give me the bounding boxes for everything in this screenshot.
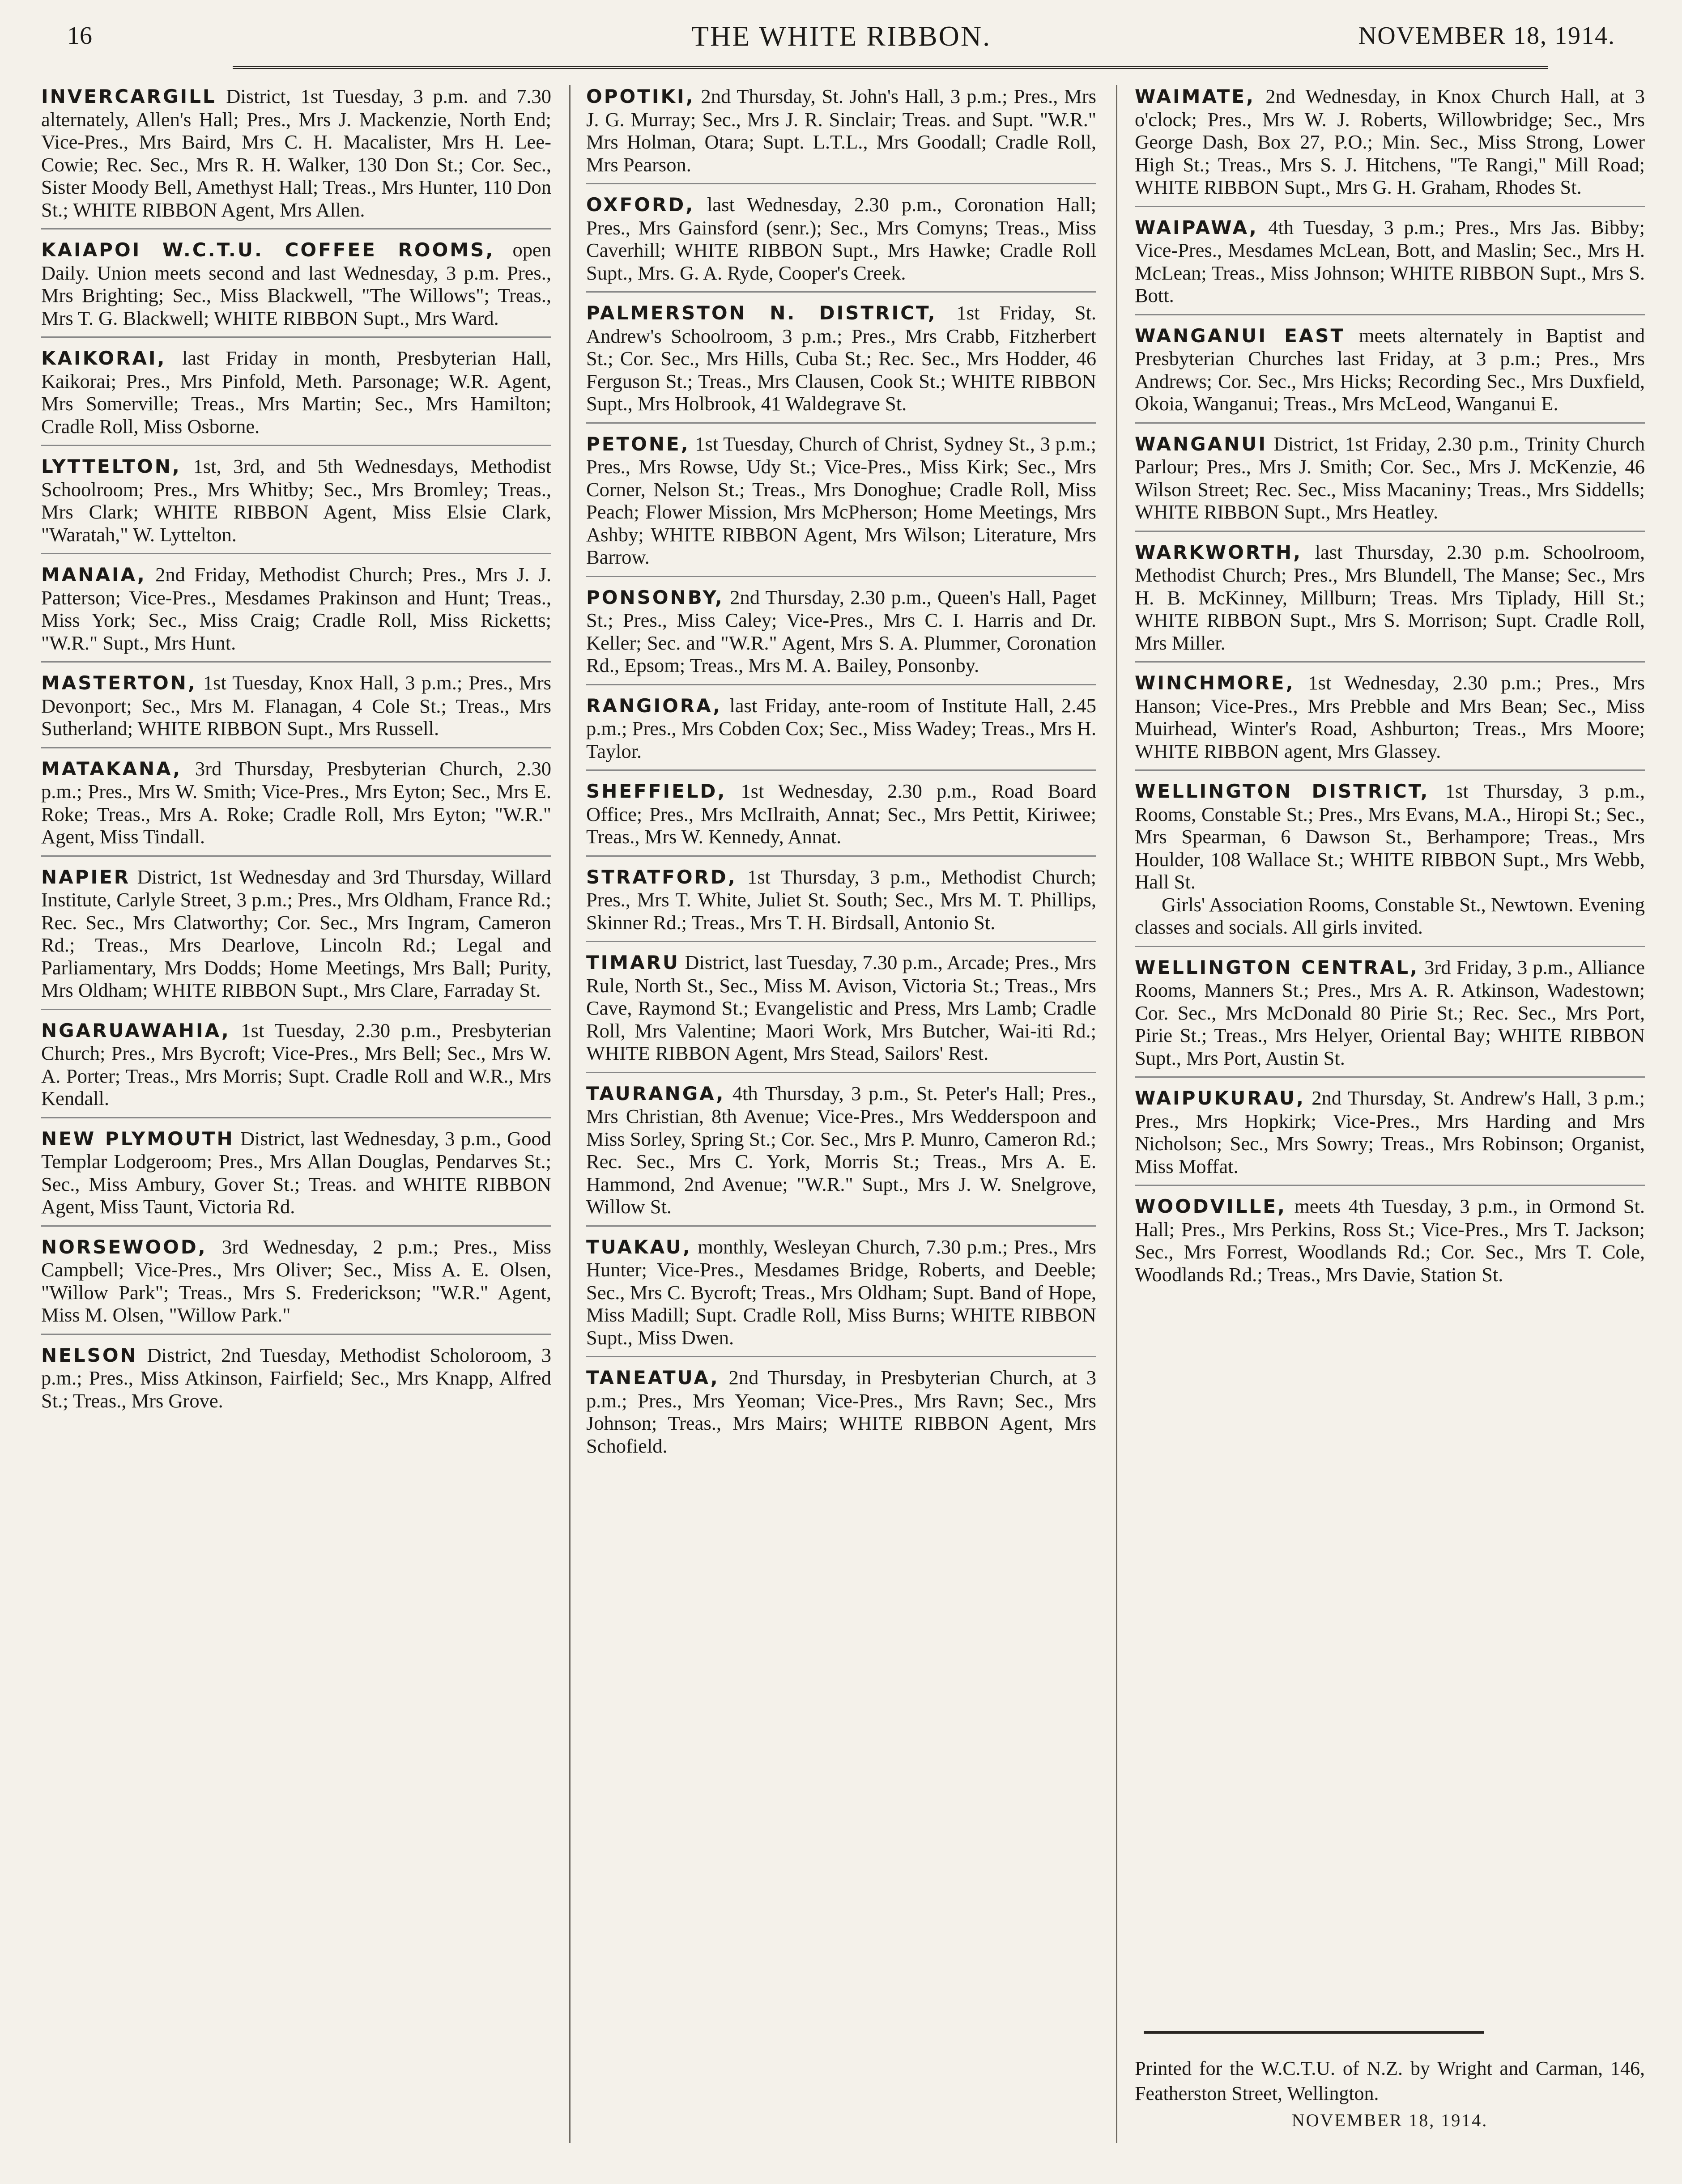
union-entry <box>41 1127 551 1227</box>
union-entry <box>41 238 551 338</box>
union-details: 1st Wednesday, 2.30 p.m., Road Board Office; Pres., Mrs McIlraith, Annat; Sec., Mrs Pettit, Kiriwee; Treas., Mrs W. Kennedy, Annat. <box>586 780 1096 848</box>
union-entry <box>41 347 551 446</box>
union-details: open Daily. Union meets second and last Wednesday, 3 p.m. Pres., Mrs Brighting; Sec., Miss Blackwell, "The Willows"; Treas., Mrs T. G. Blackwell; WHITE RIBBON Supt., Mrs Ward. <box>41 238 551 329</box>
union-entry <box>1135 324 1645 424</box>
union-entry <box>586 433 1096 577</box>
union-details: 2nd Thursday, in Presbyterian Church, at 3 p.m.; Pres., Mrs Yeoman; Vice-Pres., Mrs Ravn; Sec., Mrs Johnson; Treas., Mrs Mairs; WHITE RIBBON Agent, Mrs Schofield. <box>586 1366 1096 1457</box>
union-details: 2nd Thursday, 2.30 p.m., Queen's Hall, Paget St.; Pres., Miss Caley; Vice-Pres., Mrs C. I. Harris and Dr. Keller; Sec. and "W.R." Agent, Mrs S. A. Plummer, Coronation Rd., Epsom; Treas., Mrs M. A. Bailey, Ponsonby. <box>586 586 1096 676</box>
union-details: District, 1st Wednesday and 3rd Thursday, Willard Institute, Carlyle Street, 3 p.m.; Pres., Mrs Oldham, France Rd.; Rec. Sec., Mrs Clatworthy; Cor. Sec., Mrs Ingram, Cameron Rd.; Treas., Mrs Dearlove, Lincoln Rd.; Legal and Parliamentary, Mrs Dodds; Home Meetings, Mrs Ball; Purity, Mrs Oldham; WHITE RIBBON Supt., Mrs Clare, Farraday St. <box>41 865 551 1001</box>
union-name: PETONE, <box>586 433 690 455</box>
union-entry <box>41 866 551 1010</box>
union-details: 2nd Wednesday, in Knox Church Hall, at 3 o'clock; Pres., Mrs W. J. Roberts, Willowbridge; Sec., Mrs George Dash, Box 27, P.O.; Min. Sec., Miss Strong, Lower High St.; Treas., Mrs S. J. Hitchens, "Te Rangi," Mill Road; WHITE RIBBON Supt., Mrs G. H. Graham, Rhodes St. <box>1135 85 1645 198</box>
union-name: PONSONBY, <box>586 586 724 608</box>
union-entry <box>1135 1087 1645 1186</box>
union-name: NORSEWOOD, <box>41 1236 207 1258</box>
union-name: INVERCARGILL <box>41 85 217 107</box>
union-details: 1st Tuesday, Church of Christ, Sydney St., 3 p.m.; Pres., Mrs Rowse, Udy St.; Vice-Pres., Miss Kirk; Sec., Mrs Corner, Nelson St.; Treas., Mrs Donoghue; Cradle Roll, Miss Peach; Flower Mission, Mrs McPherson; Home Meetings, Mrs Ashby; WHITE RIBBON Agent, Mrs Wilson; Literature, Mrs Barrow. <box>586 432 1096 568</box>
union-details: monthly, Wesleyan Church, 7.30 p.m.; Pres., Mrs Hunter; Vice-Pres., Mesdames Bridge, Roberts, and Deeble; Sec., Mrs C. Bycroft; Treas., Mrs Oldham; Supt. Band of Hope, Miss Madill; Supt. Cradle Roll, Miss Burns; WHITE RIBBON Supt., Miss Dwen. <box>586 1235 1096 1349</box>
union-entry <box>586 951 1096 1073</box>
union-entry <box>41 757 551 857</box>
union-name: RANGIORA, <box>586 694 722 717</box>
union-entry <box>1135 85 1645 207</box>
union-entry <box>41 85 551 229</box>
union-entry <box>1135 956 1645 1078</box>
union-details: meets alternately in Baptist and Presbyterian Churches last Friday, at 3 p.m.; Pres., Mrs Andrews; Cor. Sec., Mrs Hicks; Recording Sec., Mrs Duxfield, Okoia, Wanganui; Treas., Mrs McLeod, Wanganui E. <box>1135 324 1645 415</box>
union-name: TIMARU <box>586 952 680 973</box>
union-name: LYTTELTON, <box>41 455 181 477</box>
union-name: MATAKANA, <box>41 757 182 780</box>
union-details: District, last Wednesday, 3 p.m., Good Templar Lodgeroom; Pres., Mrs Allan Douglas, Pendarves St.; Sec., Miss Ambury, Gover St.; Treas. and WHITE RIBBON Agent, Miss Taunt, Victoria Rd. <box>41 1127 551 1218</box>
union-name: WOODVILLE, <box>1135 1195 1286 1217</box>
union-entry <box>586 780 1096 857</box>
column-divider <box>569 85 571 2143</box>
union-entry <box>41 1019 551 1118</box>
column-divider <box>1116 85 1117 2143</box>
imprint-text: Printed for the W.C.T.U. of N.Z. by Wright and Carman, 146, Featherston Street, Wellington. <box>1135 2057 1645 2104</box>
union-name: NELSON <box>41 1344 138 1366</box>
union-name: TAURANGA, <box>586 1082 725 1105</box>
union-details: last Friday, ante-room of Institute Hall, 2.45 p.m.; Pres., Mrs Cobden Cox; Sec., Miss Wadey; Treas., Mrs H. Taylor. <box>586 694 1096 762</box>
union-details: District, last Tuesday, 7.30 p.m., Arcade; Pres., Mrs Rule, North St., Sec., Miss M. Avison, Victoria St.; Treas., Mrs Cave, Raymond St.; Evangelistic and Press, Mrs Lamb; Cradle Roll, Mrs Valentine; Maori Work, Mrs Butcher, Wai-iti Rd.; WHITE RIBBON Agent, Mrs Stead, Sailors' Rest. <box>586 951 1096 1064</box>
column-2 <box>586 85 1096 2170</box>
union-details: 2nd Friday, Methodist Church; Pres., Mrs J. J. Patterson; Vice-Pres., Mesdames Prakinson and Hunt; Treas., Miss York; Sec., Miss Craig; Cradle Roll, Miss Ricketts; "W.R." Supt., Mrs Hunt. <box>41 563 551 654</box>
masthead <box>67 13 1615 63</box>
column-3 <box>1135 85 1645 2170</box>
union-details: 3rd Friday, 3 p.m., Alliance Rooms, Manners St.; Pres., Mrs A. R. Atkinson, Wadestown; Cor. Sec., Mrs McDonald 80 Pirie St.; Rec. Sec., Mrs Port, Pirie St.; Treas., Mrs Helyer, Oriental Bay; WHITE RIBBON Supt., Mrs Port, Austin St. <box>1135 956 1645 1069</box>
union-entry <box>41 455 551 554</box>
union-name: WELLINGTON DISTRICT, <box>1135 780 1430 802</box>
union-entry <box>1135 671 1645 771</box>
union-details: 3rd Thursday, Presbyterian Church, 2.30 p.m.; Pres., Mrs W. Smith; Vice-Pres., Mrs Eyton; Sec., Mrs E. Roke; Treas., Mrs A. Roke; Cradle Roll, Mrs Eyton; "W.R." Agent, Miss Tindall. <box>41 757 551 848</box>
union-name: WINCHMORE, <box>1135 672 1295 694</box>
union-entry <box>1135 541 1645 663</box>
union-entry <box>41 1344 551 1419</box>
union-entry <box>1135 780 1645 947</box>
union-entry <box>586 193 1096 293</box>
union-name: NAPIER <box>41 866 131 888</box>
union-name: KAIKORAI, <box>41 347 166 369</box>
union-details: last Thursday, 2.30 p.m. Schoolroom, Methodist Church; Pres., Mrs Blundell, The Manse; Sec., Mrs H. B. McKinney, Millburn; Treas. Mrs Tiplady, Hill St.; WHITE RIBBON Supt., Mrs S. Morrison; Supt. Cradle Roll, Mrs Miller. <box>1135 540 1645 654</box>
union-name: WAIPAWA, <box>1135 216 1258 238</box>
union-name: WAIPUKURAU, <box>1135 1087 1305 1109</box>
union-details: 2nd Thursday, St. Andrew's Hall, 3 p.m.; Pres., Mrs Hopkirk; Vice-Pres., Mrs Harding and Mrs Nicholson; Sec., Mrs Sowry; Treas., Mrs Robinson; Organist, Miss Moffat. <box>1135 1087 1645 1177</box>
union-details: District, 1st Friday, 2.30 p.m., Trinity Church Parlour; Pres., Mrs J. Smith; Cor. Sec., Mrs J. McKenzie, 46 Wilson Street; Rec. Sec., Miss Macaniny; Treas., Mrs Siddells; WHITE RIBBON Supt., Mrs Heatley. <box>1135 432 1645 523</box>
union-entry <box>586 85 1096 184</box>
union-entry <box>586 1236 1096 1358</box>
printer-imprint <box>1135 2031 1645 2131</box>
union-details: 1st Wednesday, 2.30 p.m.; Pres., Mrs Hanson; Vice-Pres., Mrs Prebble and Mrs Bean; Sec., Miss Muirhead, Winter's Road, Ashburton; Treas., Mrs Moore; WHITE RIBBON agent, Mrs Glassey. <box>1135 671 1645 762</box>
union-name: PALMERSTON N. DISTRICT, <box>586 302 937 324</box>
union-details: District, 2nd Tuesday, Methodist Scholoroom, 3 p.m.; Pres., Miss Atkinson, Fairfield; Sec., Mrs Knapp, Alfred St.; Treas., Mrs Grove. <box>41 1343 551 1412</box>
union-details: 1st, 3rd, and 5th Wednesdays, Methodist Schoolroom; Pres., Mrs Whitby; Sec., Mrs Bromley; Treas., Mrs Clark; WHITE RIBBON Agent, Miss Elsie Clark, "Waratah," W. Lyttelton. <box>41 455 551 546</box>
union-details: 2nd Thursday, St. John's Hall, 3 p.m.; Pres., Mrs J. G. Murray; Sec., Mrs J. R. Sinclair; Treas. and Supt. "W.R." Mrs Holman, Otara; Supt. L.T.L., Mrs Goodall; Cradle Roll, Mrs Pearson. <box>586 85 1096 176</box>
union-entry <box>41 563 551 663</box>
union-entry <box>586 866 1096 943</box>
union-details: last Wednesday, 2.30 p.m., Coronation Hall; Pres., Mrs Gainsford (senr.); Sec., Mrs Comyns; Treas., Miss Caverhill; WHITE RIBBON Supt., Mrs Hawke; Cradle Roll Supt., Mrs. G. A. Ryde, Cooper's Creek. <box>586 193 1096 284</box>
union-name: WARKWORTH, <box>1135 541 1303 563</box>
union-name: KAIAPOI W.C.T.U. COFFEE ROOMS, <box>41 239 495 261</box>
union-details: 1st Friday, St. Andrew's Schoolroom, 3 p.m.; Pres., Mrs Crabb, Fitzherbert St.; Cor. Sec., Mrs Hills, Cuba St.; Rec. Sec., Mrs Hodder, 46 Ferguson St.; Treas., Mrs Clausen, Cook St.; WHITE RIBBON Supt., Mrs Holbrook, 41 Waldegrave St. <box>586 302 1096 415</box>
union-entry <box>586 694 1096 771</box>
union-entry <box>1135 433 1645 532</box>
union-name: NGARUAWAHIA, <box>41 1019 230 1041</box>
masthead-rule <box>233 66 1548 69</box>
union-name: OXFORD, <box>586 194 695 216</box>
union-name: MANAIA, <box>41 564 146 586</box>
union-entry <box>41 1236 551 1335</box>
union-details-note: Girls' Association Rooms, Constable St., Newtown. Evening classes and socials. All girls invited. <box>1135 893 1645 938</box>
union-entry <box>586 586 1096 685</box>
union-name: STRATFORD, <box>586 866 737 888</box>
issue-date: NOVEMBER 18, 1914. <box>1358 22 1615 50</box>
union-details: 1st Tuesday, 2.30 p.m., Presbyterian Church; Pres., Mrs Bycroft; Vice-Pres., Mrs Bell; Sec., Mrs W. A. Porter; Treas., Mrs Morris; Supt. Cradle Roll and W.R., Mrs Kendall. <box>41 1019 551 1109</box>
union-name: WANGANUI EAST <box>1135 324 1346 347</box>
union-details: 1st Tuesday, Knox Hall, 3 p.m.; Pres., Mrs Devonport; Sec., Mrs M. Flanagan, 4 Cole St.; Treas., Mrs Sutherland; WHITE RIBBON Supt., Mrs Russell. <box>41 671 551 739</box>
publication-title: THE WHITE RIBBON. <box>691 20 992 52</box>
union-name: SHEFFIELD, <box>586 780 727 802</box>
union-name: MASTERTON, <box>41 672 197 694</box>
union-entry <box>586 302 1096 424</box>
union-name: OPOTIKI, <box>586 85 695 107</box>
union-details: meets 4th Tuesday, 3 p.m., in Ormond St. Hall; Pres., Mrs Perkins, Ross St.; Vice-Pres., Mrs T. Jackson; Sec., Mrs Forrest, Woodlands Rd.; Cor. Sec., Mrs T. Cole, Woodlands Rd.; Treas., Mrs Davie, Station St. <box>1135 1195 1645 1286</box>
union-name: NEW PLYMOUTH <box>41 1127 234 1150</box>
union-entry <box>586 1082 1096 1227</box>
union-entry <box>1135 216 1645 315</box>
union-details: 3rd Wednesday, 2 p.m.; Pres., Miss Campbell; Vice-Pres., Mrs Oliver; Sec., Miss A. E. Olsen, "Willow Park"; Treas., Mrs S. Frederickson; "W.R." Agent, Miss M. Olsen, "Willow Park." <box>41 1235 551 1326</box>
union-name: WAIMATE, <box>1135 85 1255 107</box>
union-name: TUAKAU, <box>586 1236 692 1258</box>
union-details: 4th Thursday, 3 p.m., St. Peter's Hall; Pres., Mrs Christian, 8th Avenue; Vice-Pres., Mrs Wedderspoon and Miss Sorley, Spring St.; Cor. Sec., Mrs P. Munro, Cameron Rd.; Rec. Sec., Mrs C. York, Morris St.; Treas., Mrs A. E. Hammond, 2nd Avenue; "W.R." Supt., Mrs J. W. Snelgrove, Willow St. <box>586 1082 1096 1218</box>
union-name: WELLINGTON CENTRAL, <box>1135 956 1419 978</box>
column-1 <box>41 85 551 2170</box>
union-entry <box>41 671 551 748</box>
union-entry <box>1135 1195 1645 1293</box>
page-number: 16 <box>67 22 92 50</box>
union-details: District, 1st Tuesday, 3 p.m. and 7.30 alternately, Allen's Hall; Pres., Mrs J. Mackenzie, North End; Vice-Pres., Mrs Baird, Mrs C. H. Macalister, Mrs H. Lee-Cowie; Rec. Sec., Mrs R. H. Walker, 130 Don St.; Cor. Sec., Sister Moody Bell, Amethyst Hall; Treas., Mrs Hunter, 110 Don St.; WHITE RIBBON Agent, Mrs Allen. <box>41 85 551 221</box>
union-details: last Friday in month, Presbyterian Hall, Kaikorai; Pres., Mrs Pinfold, Meth. Parsonage; W.R. Agent, Mrs Somerville; Treas., Mrs Martin; Sec., Mrs Hamilton; Cradle Roll, Miss Osborne. <box>41 347 551 438</box>
union-details: 1st Thursday, 3 p.m., Methodist Church; Pres., Mrs T. White, Juliet St. South; Sec., Mrs M. T. Phillips, Skinner Rd.; Treas., Mrs T. H. Birdsall, Antonio St. <box>586 865 1096 934</box>
imprint-rule <box>1144 2031 1484 2034</box>
imprint-date: NOVEMBER 18, 1914. <box>1291 2110 1488 2130</box>
union-details: 4th Tuesday, 3 p.m.; Pres., Mrs Jas. Bibby; Vice-Pres., Mesdames McLean, Bott, and Maslin; Sec., Mrs H. McLean; Treas., Miss Johnson; WHITE RIBBON Supt., Mrs S. Bott. <box>1135 216 1645 306</box>
union-details: 1st Thursday, 3 p.m., Rooms, Constable St.; Pres., Mrs Evans, M.A., Hiropi St.; Sec., Mrs Spearman, 6 Dawson St., Berhampore; Treas., Mrs Houlder, 108 Wallace St.; WHITE RIBBON Supt., Mrs Webb, Hall St. <box>1135 780 1645 893</box>
union-name: WANGANUI <box>1135 433 1267 455</box>
union-name: TANEATUA, <box>586 1367 720 1389</box>
union-entry <box>586 1366 1096 1464</box>
